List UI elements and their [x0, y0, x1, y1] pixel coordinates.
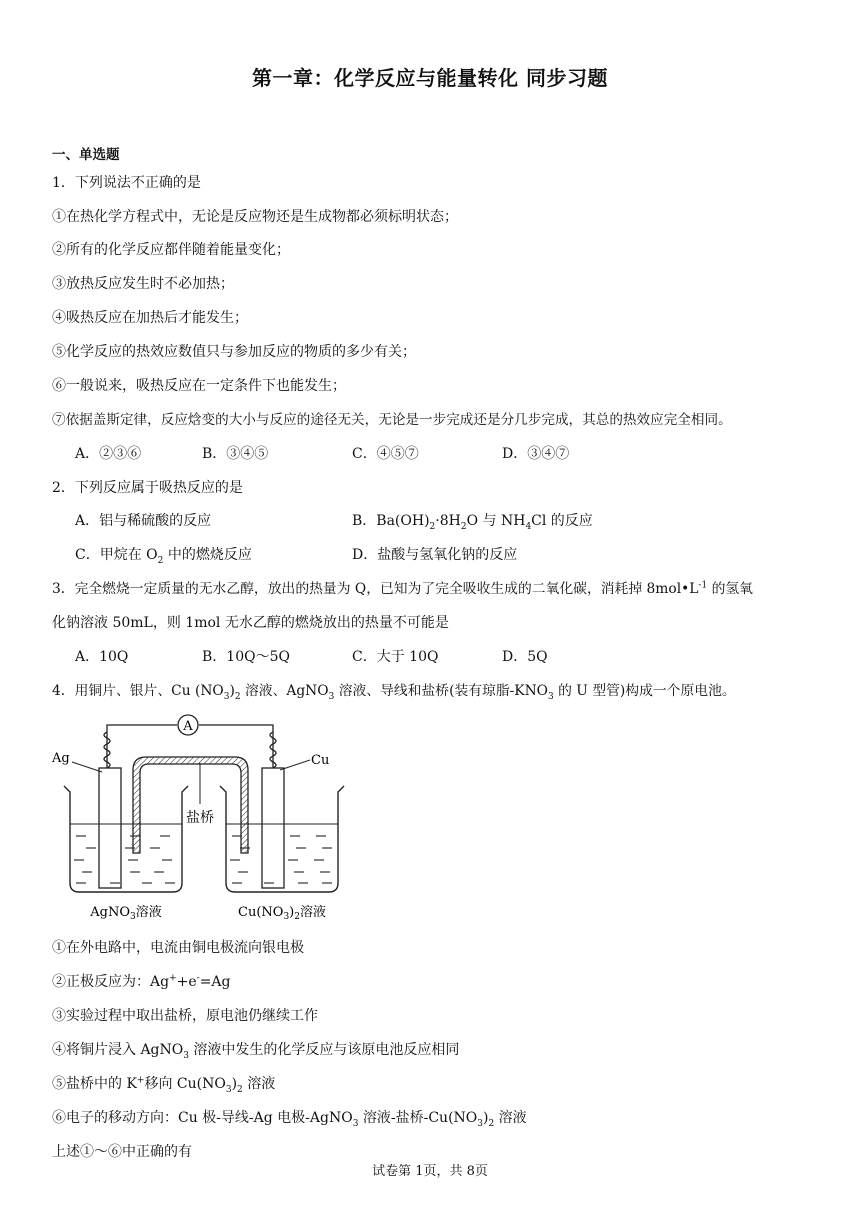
q1-option-c: C．④⑤⑦ [352, 446, 419, 462]
q3-option-c: C．大于 10Q [352, 649, 439, 665]
left-beaker [64, 786, 188, 892]
q1-statement-6: ⑥一般说来，吸热反应在一定条件下也能发生； [52, 378, 346, 394]
q3-option-b: B．10Q～5Q [202, 649, 290, 665]
q4-statement-4: ④将铜片浸入 AgNO$_3$ 溶液中发生的化学反应与该原电池反应相同 [52, 1042, 460, 1061]
right-clip-spring [270, 732, 276, 768]
q3-option-d: D．5Q [502, 649, 548, 665]
q2-option-d: D．盐酸与氢氧化钠的反应 [352, 547, 518, 563]
ag-electrode [99, 768, 121, 888]
q1-option-b: B．③④⑤ [202, 446, 269, 462]
q1-statement-4: ④吸热反应在加热后才能发生； [52, 310, 248, 326]
q2-option-a: A．铝与稀硫酸的反应 [75, 513, 212, 529]
left-solution-dashes [74, 836, 175, 883]
q4-statement-2: ②正极反应为：Ag++e-=Ag [52, 973, 231, 990]
q1-statement-2: ②所有的化学反应都伴随着能量变化； [52, 242, 290, 258]
left-clip-spring [104, 732, 110, 768]
q1-statement-5: ⑤化学反应的热效应数值只与参加反应的物质的多少有关； [52, 344, 416, 360]
cu-label: Cu [311, 753, 330, 768]
ag-pointer [72, 762, 102, 772]
q1-option-d: D．③④⑦ [502, 446, 570, 462]
q4-statement-5: ⑤盐桥中的 K+移向 $Cu(NO_3)_2$ 溶液 [52, 1075, 276, 1095]
page-title: 第一章：化学反应与能量转化 同步习题 [252, 66, 608, 90]
cuno32-solution-label: $Cu(NO_3)_2$溶液 [238, 905, 326, 922]
ag-label: Ag [52, 751, 70, 766]
q4-statement-6: ⑥电子的移动方向：Cu 极-导线-Ag 电极-AgNO$_3$ 溶液-盐桥$-Cu(NO_3)_2$ 溶液 [52, 1110, 527, 1129]
salt-bridge-label: 盐桥 [186, 810, 214, 826]
q3-option-a: A．10Q [75, 649, 129, 665]
page-footer: 试卷第 1页，共 8页 [372, 1164, 488, 1179]
q4-statement-1: ①在外电路中，电流由铜电极流向银电极 [52, 940, 304, 956]
q2-stem: 2．下列反应属于吸热反应的是 [52, 480, 243, 496]
q4-statement-3: ③实验过程中取出盐桥，原电池仍继续工作 [52, 1008, 318, 1024]
q2-option-c: C．甲烷在 $O_2$ 中的燃烧反应 [75, 547, 252, 566]
galvanic-cell-diagram [50, 708, 350, 930]
q3-stem-line-1: 3．完全燃烧一定质量的无水乙醇，放出的热量为 Q，已知为了完全吸收生成的二氧化碳，消耗掉 $8mol•L^{-1}$ 的氢氧 [52, 580, 753, 597]
section-heading: 一、单选题 [52, 147, 120, 163]
agno3-solution-label: AgNO$_3$溶液 [90, 905, 162, 922]
q3-stem-line-2: 化钠溶液 50mL，则 1mol 无水乙醇的燃烧放出的热量不可能是 [52, 615, 449, 631]
q4-stem: 4．用铜片、银片、Cu $(NO_3)_2$ 溶液、AgNO$_3$ 溶液、导线和盐桥(装有琼脂$-KNO_3$ 的 U 型管)构成一个原电池。 [52, 683, 736, 702]
q1-statement-3: ③放热反应发生时不必加热； [52, 276, 234, 292]
q1-option-a: A．②③⑥ [75, 446, 142, 462]
cu-pointer [280, 760, 310, 770]
q1-statement-7: ⑦依据盖斯定律，反应焓变的大小与反应的途径无关，无论是一步完成还是分几步完成，其总的热效应完全相同。 [52, 412, 732, 428]
cu-electrode [262, 768, 284, 888]
q4-question: 上述①～⑥中正确的有 [52, 1144, 192, 1160]
salt-bridge [133, 757, 248, 853]
q2-option-b: B．$Ba(OH)_2\cdot 8H_2O$ 与 $NH_4Cl$ 的反应 [352, 513, 593, 532]
q1-stem: 1．下列说法不正确的是 [52, 175, 201, 191]
ammeter-label: A [183, 719, 193, 734]
q1-statement-1: ①在热化学方程式中，无论是反应物还是生成物都必须标明状态； [52, 209, 458, 225]
